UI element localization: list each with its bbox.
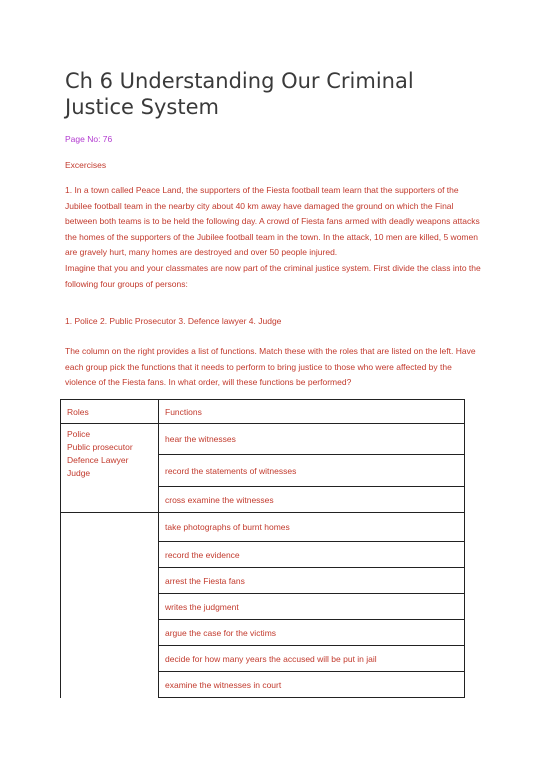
function-cell: writes the judgment: [159, 594, 465, 620]
function-cell: arrest the Fiesta fans: [159, 568, 465, 594]
function-cell: record the evidence: [159, 542, 465, 568]
table-header-row: [61, 400, 465, 424]
instruction-paragraph: Imagine that you and your classmates are now part of the criminal justice system. First divide the class into the following four groups of persons:: [65, 263, 481, 289]
roles-list-cell: [61, 424, 159, 513]
page-number: Page No: 76: [65, 134, 113, 144]
roles-functions-table: [60, 399, 465, 698]
role-police: Police: [67, 429, 91, 439]
matching-instructions: The column on the right provides a list of functions. Match these with the roles that are listed on the left. Have each group pick the functions that it needs to perform to bring justice to those who were affected by the violence of the Fiesta fans. In what order, will these functions be performed?: [65, 346, 476, 387]
function-cell: take photographs of burnt homes: [159, 513, 465, 542]
role-defence-lawyer: Defence Lawyer: [67, 455, 129, 465]
function-cell: decide for how many years the accused will be put in jail: [159, 646, 465, 672]
question-1-text: 1. In a town called Peace Land, the supporters of the Fiesta football team learn that the supporters of the Jubilee football team in the nearby city about 40 km away have damaged the ground on which the Final between both teams is to be held the following day. A crowd of Fiesta fans armed with deadly weapons attacks the homes of the supporters of the Jubilee football team in the town. In the attack, 10 men are killed, 5 women are gravely hurt, many homes are destroyed and over 50 people injured.: [65, 185, 480, 257]
function-cell: cross examine the witnesses: [159, 487, 465, 513]
section-heading: Excercises: [65, 160, 107, 170]
groups-list: 1. Police 2. Public Prosecutor 3. Defence lawyer 4. Judge: [65, 316, 282, 326]
function-cell: examine the witnesses in court: [159, 672, 465, 698]
role-public-prosecutor: Public prosecutor: [67, 442, 133, 452]
table-row: [61, 424, 465, 455]
function-cell: record the statements of witnesses: [159, 455, 465, 487]
table-row: [61, 513, 465, 542]
header-roles: Roles: [61, 400, 159, 424]
header-functions: Functions: [159, 400, 465, 424]
chapter-title: Ch 6 Understanding Our Criminal Justice System: [65, 69, 414, 119]
role-judge: Judge: [67, 468, 91, 478]
empty-roles-cell: [61, 513, 159, 698]
function-cell: hear the witnesses: [159, 424, 465, 455]
function-cell: argue the case for the victims: [159, 620, 465, 646]
